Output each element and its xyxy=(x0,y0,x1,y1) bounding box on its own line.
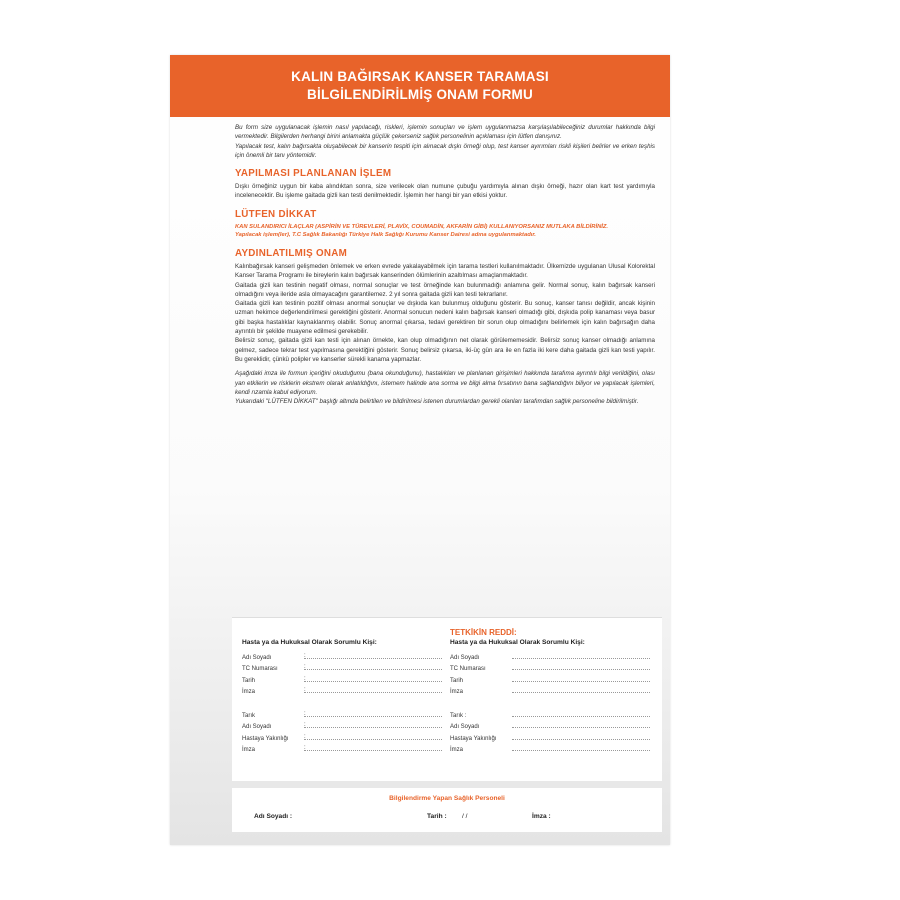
declaration-paragraph-1: Aşağıdaki imza ile formun içeriğini okuduğumu (bana okunduğunu), hastalıkları ve planlanan girişimleri hakkında tarafıma ayrıntılı bilgi verildiğini, olası yan etkilerin ve risklerin ekstrem olarak anlatıldığını, istemem halinde ana sorma ve bilgi alma fırsatının bana sağlandığını biliyor ve yapılacak işlemleri, kendi rızamla kabul ediyorum. xyxy=(235,370,655,396)
signature-row[interactable]: Tarık : xyxy=(242,707,442,719)
declaration-paragraph-2: Yukarıdaki "LÜTFEN DİKKAT" başlığı altında belirtilen ve bildirilmesi istenen durumlardan gerekli olanları tarafımdan sağlık personeline bildirilmiştir. xyxy=(235,398,639,406)
signature-row[interactable]: TC Numarası : xyxy=(242,661,442,673)
title-line-2: BİLGİLENDİRİLMİŞ ONAM FORMU xyxy=(307,87,533,102)
staff-title: Bilgilendirme Yapan Sağlık Personeli xyxy=(389,795,505,802)
refusal-row[interactable]: Adı Soyadı xyxy=(450,649,650,661)
attention-heading: LÜTFEN DİKKAT xyxy=(235,208,317,220)
form-title-banner xyxy=(170,55,670,117)
refusal-heading: TETKİKİN REDDİ: xyxy=(450,628,517,637)
signature-row[interactable]: İmza : xyxy=(242,684,442,696)
refusal-row[interactable]: Adı Soyadı xyxy=(450,719,650,731)
consent-paragraph-2: Gaitada gizli kan testinin negatif olması, normal sonuçlar ve test örneğinde kan bulunmadığı anlamına gelir. Normal sonuç, kalın bağırsak kanseri olmadığını veya ileride asla olmayacağını garantilemez. 2 yıl sonra gaitada gizli kan testi tekrarlanır. xyxy=(235,281,655,298)
procedure-text: Dışkı örneğiniz uygun bir kaba alındıktan sonra, size verilecek olan numune çubuğu yardımıyla alınan dışkı örneği, hazır olan kart test yardımıyla incelenecektir. Bu işleme gaitada gizli kan testi denilmektedir. İşlemin her hangi bir yan etkisi yoktur. xyxy=(235,183,655,200)
signature-row[interactable]: Hastaya Yakınlığı : xyxy=(242,730,442,742)
consent-signature-column xyxy=(242,628,442,753)
staff-date-label[interactable]: Tarih : xyxy=(427,813,447,820)
refusal-row[interactable]: Tarık : xyxy=(450,707,650,719)
patient-signer-title: Hasta ya da Hukuksal Olarak Sorumlu Kişi: xyxy=(242,639,377,646)
staff-name-label[interactable]: Adı Soyadı : xyxy=(254,813,293,820)
title-line-1: KALIN BAĞIRSAK KANSER TARAMASI xyxy=(291,69,549,84)
form-body xyxy=(235,123,655,406)
procedure-heading: YAPILMASI PLANLANAN İŞLEM xyxy=(235,168,392,180)
signature-section xyxy=(232,617,662,781)
attention-warning: KAN SULANDIRICI İLAÇLAR (ASPİRİN VE TÜREVLERİ, PLAVİX, COUMADİN, AKFARİN GİBİ) KULLANIYORSANIZ MUTLAKA BİLDİRİNİZ. xyxy=(235,223,609,230)
refusal-signer-title: Hasta ya da Hukuksal Olarak Sorumlu Kişi: xyxy=(450,639,585,646)
intro-paragraph-2: Yapılacak test, kalın bağırsakta oluşabilecek bir kanserin tespiti için alınacak dışkı örneği olup, test kanser ayırımları riskli kişileri belirler ve erken teşhis için önemli bir tanı yöntemidir. xyxy=(235,142,655,159)
signature-row[interactable]: Tarih : xyxy=(242,672,442,684)
consent-paragraph-1: Kalınbağırsak kanseri gelişmeden önlemek ve erken evrede yakalayabilmek için tarama testleri kullanılmaktadır. Ülkemizde uygulanan Ulusal Kolorektal Kanser Tarama Programı ile bireylerin kalın bağırsak kanserinden ölümlerinin azaltılması amaçlanmaktadır. xyxy=(235,262,655,280)
signature-row[interactable]: İmza : xyxy=(242,742,442,754)
signature-row[interactable]: Adı Soyadı : xyxy=(242,719,442,731)
refusal-row[interactable]: TC Numarası xyxy=(450,661,650,673)
refusal-row[interactable]: İmza xyxy=(450,684,650,696)
refusal-row[interactable]: Tarih xyxy=(450,672,650,684)
attention-note: Yapılacak işlem(ler), T.C Sağlık Bakanlığı Türkiye Halk Sağlığı Kurumu Kanser Dairesi adına uygulanmaktadır. xyxy=(235,232,536,239)
refusal-signature-column xyxy=(450,628,650,753)
refusal-row[interactable]: Hastaya Yakınlığı xyxy=(450,730,650,742)
intro-paragraph-1: Bu form size uygulanacak işlemin nasıl yapılacağı, riskleri, işlemin sonuçları ve işlem uygulanmazsa karşılaşılabileceğiniz durumlar hakkında bilgi vermektedir. Bilgilerden herhangi birini anlamakta güçlük çekerseniz sağlık personelinin açıklaması için lütfen danışınız. xyxy=(235,124,655,141)
refusal-row[interactable]: İmza xyxy=(450,742,650,754)
consent-heading: AYDINLATILMIŞ ONAM xyxy=(235,247,348,259)
staff-date-separators: / / xyxy=(462,813,468,820)
signature-row[interactable]: Adı Soyadı : xyxy=(242,649,442,661)
consent-paragraph-4: Belirsiz sonuç, gaitada gizli kan testi için alınan örnekte, kan olup olmadığının net olarak görülememesidir. Belirsiz sonuç kanser olmadığı anlamına gelmez, sadece tekrar test yapılmasına gerektiğini gösterir. Sonuç belirsiz çıkarsa, iki-üç gün ara ile en fazla iki kere daha gaitada gizli kan testi yapılır. Bu gereklidir, çünkü polipler ve kanserler sürekli kanama yapmazlar. xyxy=(235,337,655,363)
consent-form-sheet xyxy=(170,55,670,845)
staff-section xyxy=(232,788,662,832)
staff-sign-label[interactable]: İmza : xyxy=(532,813,551,820)
consent-paragraph-3: Gaitada gizli kan testinin pozitif olması anormal sonuçlar ve dışkıda kan bulunmuş olduğunu gösterir. Bu sonuç, kanser tanısı değildir, ancak kişinin uzman hekimce değerlendirilmesi gerektiğini gösterir. Anormal sonucun nedeni kalın bağırsak kanseri olmadığı gibi, dışkıda polip kanaması veya basur gibi başka hastalıklar kaynaklanmış olabilir. Sonuç anormal çıkarsa, tedavi gerektiren bir sorun olup olmadığını belirlemek için kalın bağırsağın daha ayrıntılı bir şekilde muayene edilmesi gerekebilir. xyxy=(235,300,655,336)
